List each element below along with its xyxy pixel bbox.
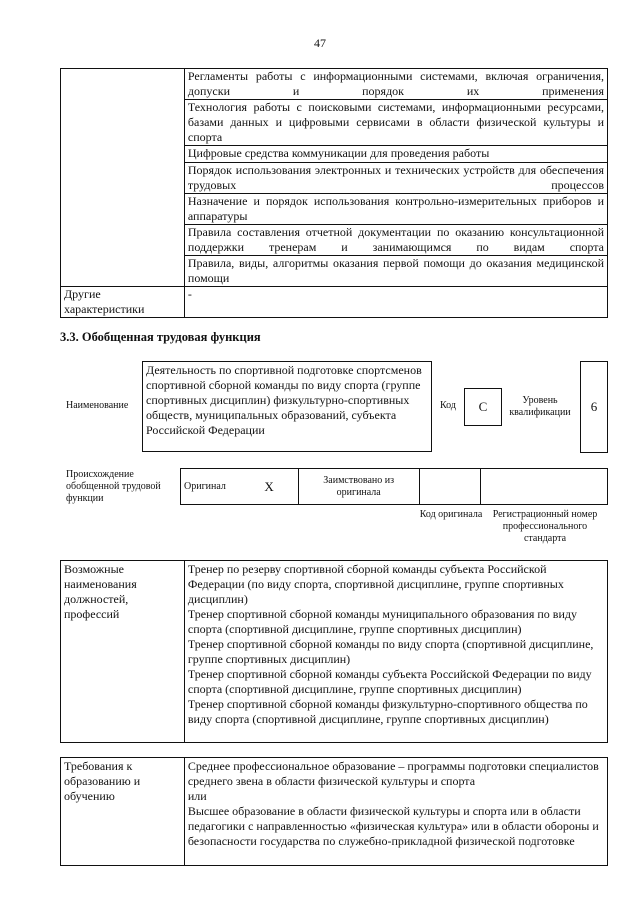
function-name-box xyxy=(142,361,432,452)
education-label: Требования к образованию и обучению xyxy=(61,758,185,866)
knowledge-label-cell xyxy=(61,69,185,287)
other-characteristics-value: - xyxy=(184,287,607,318)
position-item: Тренер по резерву спортивной сборной команды субъекта Российской Федерации (по виду спорта, спортивной дисциплине, группе спортивных дисциплин) xyxy=(187,562,564,606)
knowledge-item: Технология работы с поисковыми системами, информационными ресурсами, базами данных и цифровыми сервисами в области физической культуры и спорта xyxy=(184,100,607,146)
position-item: Тренер спортивной сборной команды муниципального образования по виду спорта (спортивной дисциплине, группе спортивных дисциплин) xyxy=(187,607,577,636)
positions-label: Возможные наименования должностей, профессий xyxy=(61,561,185,743)
knowledge-item: Регламенты работы с информационными системами, включая ограничения, допуски и порядок их применения xyxy=(184,69,607,100)
position-item: Тренер спортивной сборной команды по виду спорта (спортивной дисциплине, группе спортивных дисциплин) xyxy=(187,637,594,666)
function-name: Деятельность по спортивной подготовке спортсменов спортивной сборной команды по виду спорта (группе спортивных дисциплин) физкультурно-спортивных обществ, муниципальных образований, субъекта Российской Федерации xyxy=(146,363,422,437)
origin-table xyxy=(180,468,608,505)
borrowed-label: Заимствовано из оригинала xyxy=(298,469,419,505)
position-item: Тренер спортивной сборной команды физкультурно-спортивного общества по виду спорта (спортивной дисциплине, группе спортивных дисциплин) xyxy=(187,697,588,726)
education-line: Среднее профессиональное образование – программы подготовки специалистов среднего звена в области физической культуры и спорта xyxy=(187,759,599,788)
position-item: Тренер спортивной сборной команды субъекта Российской Федерации по виду спорта (спортивной дисциплине, группе спортивных дисциплин) xyxy=(187,667,592,696)
page-number: 47 xyxy=(314,36,326,50)
original-code-cell xyxy=(419,469,481,505)
knowledge-item: Цифровые средства коммуникации для проведения работы xyxy=(184,146,607,163)
registration-number-cell xyxy=(481,469,608,505)
registration-caption: Регистрационный номер профессионального стандарта xyxy=(492,509,598,544)
positions-list xyxy=(184,561,607,743)
education-line: Высшее образование в области физической культуры и спорта или в области педагогики с направленностью «физическая культура» или в области обороны и безопасности государства по служебно-прикладной физической подготовке xyxy=(187,804,599,848)
education-or: или xyxy=(187,789,207,803)
positions-table xyxy=(60,560,608,743)
knowledge-table xyxy=(60,68,608,318)
code-value: C xyxy=(464,388,502,426)
other-characteristics-label: Другие характеристики xyxy=(61,287,185,318)
education-requirements xyxy=(184,758,607,866)
name-label: Наименование xyxy=(66,400,129,411)
origin-label: Происхождение обобщенной трудовой функции xyxy=(66,469,161,504)
knowledge-item: Правила, виды, алгоритмы оказания первой помощи до оказания медицинской помощи xyxy=(184,256,607,287)
education-table xyxy=(60,757,608,866)
level-label: Уровень квалификации xyxy=(509,395,571,418)
code-label: Код xyxy=(440,400,456,411)
knowledge-item: Назначение и порядок использования контрольно-измерительных приборов и аппаратуры xyxy=(184,194,607,225)
original-label: Оригинал xyxy=(181,469,241,505)
knowledge-item: Порядок использования электронных и технических устройств для обеспечения трудовых процессов xyxy=(184,163,607,194)
section-title: 3.3. Обобщенная трудовая функция xyxy=(60,330,261,344)
knowledge-item: Правила составления отчетной документации по оказанию консультационной поддержки тренерам и занимающимся по видам спорта xyxy=(184,225,607,256)
code-caption: Код оригинала xyxy=(419,509,483,520)
level-value: 6 xyxy=(580,361,608,453)
original-mark: X xyxy=(240,469,298,505)
